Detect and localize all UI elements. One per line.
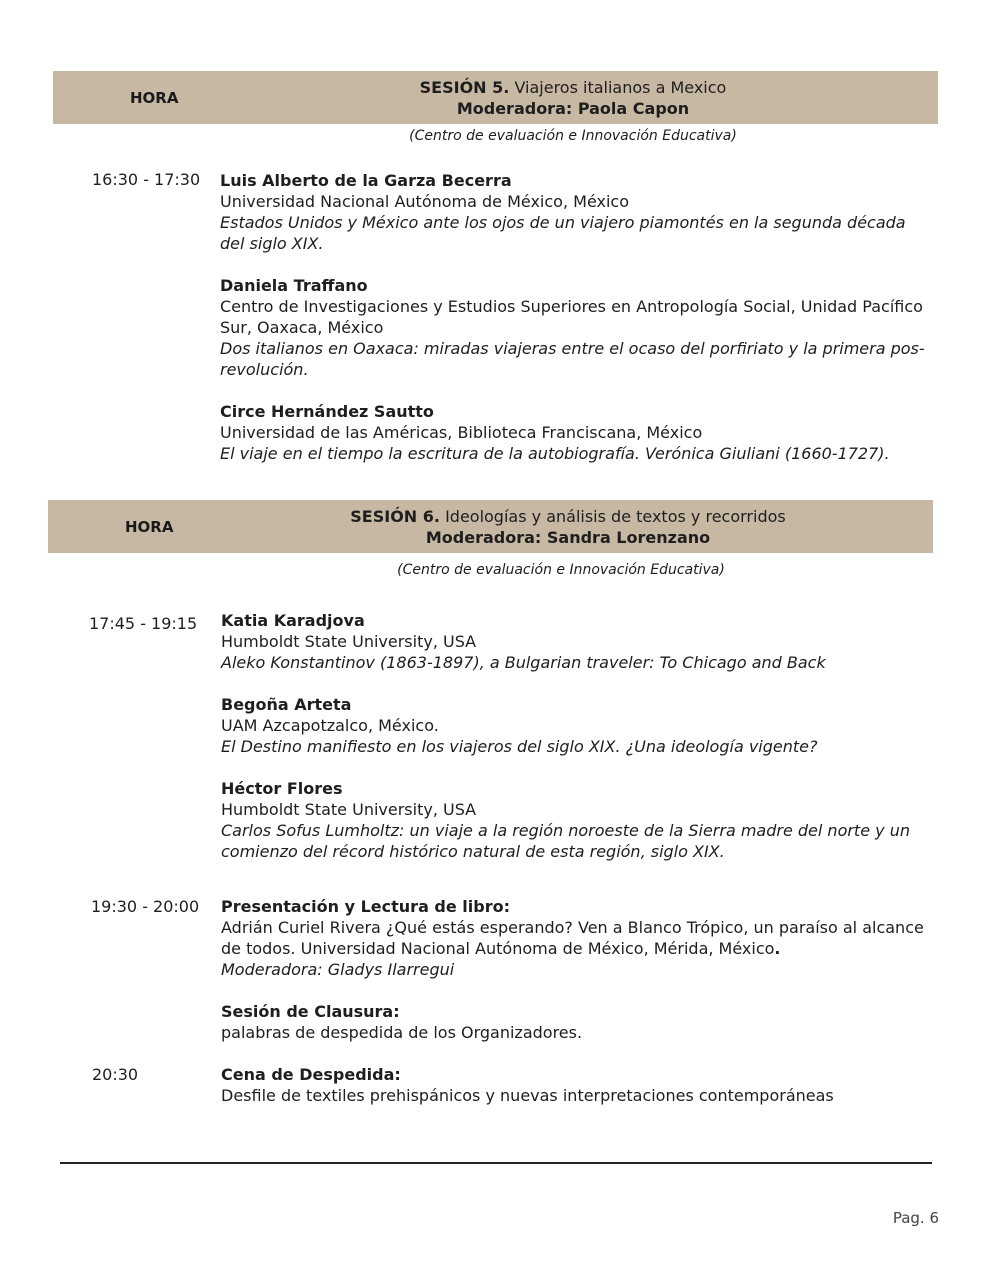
book-presentation (221, 896, 936, 980)
speaker-name: Circe Hernández Sautto (220, 402, 434, 421)
presentation-text-wrap (221, 917, 936, 959)
speaker-name: Luis Alberto de la Garza Becerra (220, 171, 512, 190)
footer-divider (60, 1162, 932, 1164)
session5-time: 16:30 - 17:30 (92, 170, 201, 189)
dinner-text: Desfile de textiles prehispánicos y nuevas interpretaciones contemporáneas (221, 1086, 834, 1105)
talk-title: Aleko Konstantinov (1863-1897), a Bulgarian traveler: To Chicago and Back (221, 653, 826, 672)
closing-time: 19:30 - 20:00 (91, 897, 200, 916)
speaker-affiliation: Humboldt State University, USA (221, 800, 477, 819)
talk-title: El Destino manifiesto en los viajeros del siglo XIX. ¿Una ideología vigente? (221, 737, 818, 756)
speaker-affiliation: Centro de Investigaciones y Estudios Superiores en Antropología Social, Unidad Pacífico Sur, Oaxaca, México (220, 297, 923, 337)
session5-venue: (Centro de evaluación e Innovación Educativa) (409, 128, 737, 144)
session6-header-band (48, 500, 933, 553)
presentation-heading: Presentación y Lectura de libro: (221, 897, 511, 916)
session6-speaker-3 (221, 778, 936, 862)
talk-title: El viaje en el tiempo la escritura de la autobiografía. Verónica Giuliani (1660-1727). (220, 444, 890, 463)
speaker-affiliation: UAM Azcapotzalco, México. (221, 716, 439, 735)
farewell-dinner (221, 1064, 936, 1106)
presentation-moderator: Moderadora: Gladys Ilarregui (221, 960, 455, 979)
page-number: Pag. 6 (892, 1209, 939, 1227)
closing-heading: Sesión de Clausura: (221, 1002, 400, 1021)
speaker-affiliation: Humboldt State University, USA (221, 632, 477, 651)
closing-text: palabras de despedida de los Organizadores. (221, 1023, 583, 1042)
session5-speaker-1 (220, 170, 935, 254)
presentation-period: . (774, 939, 781, 958)
session6-venue: (Centro de evaluación e Innovación Educativa) (397, 562, 725, 578)
speaker-name: Katia Karadjova (221, 611, 365, 630)
session5-header-band (53, 71, 938, 124)
closing-session (221, 1001, 936, 1043)
session5-number: SESIÓN 5. (419, 78, 510, 97)
speaker-name: Begoña Arteta (221, 695, 352, 714)
dinner-time: 20:30 (92, 1065, 139, 1084)
session6-number: SESIÓN 6. (350, 507, 440, 526)
talk-title: Dos italianos en Oaxaca: miradas viajeras entre el ocaso del porfiriato y la primera pos-revolución. (220, 339, 925, 379)
session6-title (263, 506, 873, 548)
speaker-affiliation: Universidad Nacional Autónoma de México, México (220, 192, 629, 211)
talk-title: Carlos Sofus Lumholtz: un viaje a la región noroeste de la Sierra madre del norte y un comienzo del récord histórico natural de esta región, siglo XIX. (221, 821, 910, 861)
session5-hora-label: HORA (130, 89, 179, 107)
session6-hora-label: HORA (125, 518, 174, 536)
session5-title (268, 77, 878, 119)
speaker-name: Daniela Traffano (220, 276, 368, 295)
session5-speaker-3 (220, 401, 935, 464)
session6-name: Ideologías y análisis de textos y recorridos (445, 507, 786, 526)
session6-speaker-1 (221, 610, 936, 673)
speaker-affiliation: Universidad de las Américas, Biblioteca Franciscana, México (220, 423, 703, 442)
dinner-heading: Cena de Despedida: (221, 1065, 401, 1084)
session5-moderator: Moderadora: Paola Capon (456, 99, 690, 118)
session5-name: Viajeros italianos a Mexico (514, 78, 727, 97)
session6-time: 17:45 - 19:15 (89, 614, 198, 633)
session6-moderator: Moderadora: Sandra Lorenzano (425, 528, 711, 547)
session6-speaker-2 (221, 694, 936, 757)
presentation-text: Adrián Curiel Rivera ¿Qué estás esperando? Ven a Blanco Trópico, un paraíso al alcance de todos. Universidad Nacional Autónoma de México, Mérida, México (221, 918, 924, 958)
speaker-name: Héctor Flores (221, 779, 343, 798)
session5-speaker-2 (220, 275, 935, 380)
talk-title: Estados Unidos y México ante los ojos de un viajero piamontés en la segunda década del siglo XIX. (220, 213, 906, 253)
